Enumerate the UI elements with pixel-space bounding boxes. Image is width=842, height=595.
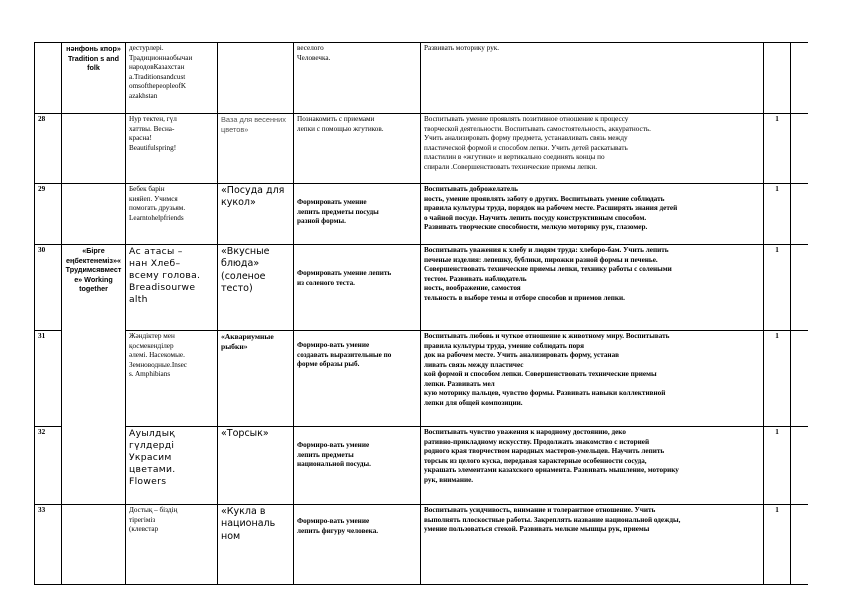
- empty-cell: [791, 505, 809, 585]
- sub-theme: Достық – біздің тірегіміз (клевстар: [126, 505, 218, 585]
- lesson-goals: Воспитывать чувство уважения к народному достоянию, деко ративно-прикладному искусству. Продолжать знакомство с историей родного края творчеством народных мастеров-умельцев. Научить лепить торсык из целого куска, передавая характерные особенности сосуда, украшать элементами казахского орнамента. Развивать мышление, моторику рук, внимание.: [421, 427, 764, 505]
- activity-title: Ваза для весенних цветов»: [218, 114, 294, 184]
- lesson-goals: Воспитывать усидчивость, внимание и толерантное отношение. Учить выполнять плоскостные работы. Закреплять название национальной одежды, умение пользоваться стекой. Развивать мелкие мышцы рук, приемы: [421, 505, 764, 585]
- sub-theme: дестурлері. Традиционнаобычаи народовКазахстан а.Traditionsandcust omsofthepeopleofK azakhstan: [126, 43, 218, 114]
- lesson-task: Познакомить с приемами лепки с помощью жгутиков.: [294, 114, 421, 184]
- sub-theme: Ауылдық гүлдерді Украсим цветами. Flowers: [126, 427, 218, 505]
- lesson-number: 33: [35, 505, 62, 585]
- hours-count: 1: [764, 245, 791, 331]
- hours-count: 1: [764, 114, 791, 184]
- hours-count: 1: [764, 427, 791, 505]
- lesson-goals: Воспитывать умение проявлять позитивное отношение к процессу творческой деятельности. Воспитывать самостоятельность, аккуратность. Учить анализировать форму предмета, устанавливать связь между пластической формой и способом лепки. Учить детей раскатывать пластилин в «жгутики» и вертикально соединять концы по спирали .Совершенствовать технические приемы лепки.: [421, 114, 764, 184]
- lesson-task: веселого Человечка.: [294, 43, 421, 114]
- hours-count: 1: [764, 505, 791, 585]
- empty-cell: [791, 245, 809, 331]
- lesson-number: [35, 43, 62, 114]
- lesson-task: Формиро-вать умение лепить предметы национальной посуды.: [294, 427, 421, 505]
- lesson-number: 30: [35, 245, 62, 331]
- week-theme: [62, 505, 126, 585]
- activity-title: «Кукла в националь ном: [218, 505, 294, 585]
- table-row: [35, 184, 809, 245]
- activity-title: «Вкусные блюда» (соленое тесто): [218, 245, 294, 331]
- lesson-goals: Развивать моторику рук.: [421, 43, 764, 114]
- lesson-number: 28: [35, 114, 62, 184]
- lesson-goals: Воспитывать уважения к хлебу и людям труда: хлеборо-бам. Учить лепить печеные изделия: лепешку, бублики, пирожки разной формы и печенье. Совершенствовать технические приемы лепки, технику работы с солеными тестом. Развивать наблюдатель ность, воображение, самостоя тельность в выборе темы и отборе способов и приемов лепки.: [421, 245, 764, 331]
- table-row: [35, 114, 809, 184]
- empty-cell: [791, 427, 809, 505]
- week-theme: [62, 114, 126, 184]
- lesson-goals: Воспитывать доброжелатель ность, умение проявлять заботу о других. Воспитывать умение соблюдать правила культуры труда, порядок на рабочем месте. Расширять знания детей о чайной посуде. Научить лепить посуду конструктивным способом. Развивать творческие способности, мелкую моторику рук, глазомер.: [421, 184, 764, 245]
- week-theme: нәнфонь кпор» Tradition s and folk: [62, 43, 126, 114]
- lesson-task: Формировать умение лепить предметы посуды разной формы.: [294, 184, 421, 245]
- sub-theme: Бебек барін кияйеп. Учимся помогать друзьям. Learntohelpfriends: [126, 184, 218, 245]
- activity-title: [218, 43, 294, 114]
- table-row: [35, 427, 809, 505]
- week-theme: [62, 184, 126, 245]
- lesson-task: Формиро-вать умение лепить фигуру человека.: [294, 505, 421, 585]
- empty-cell: [791, 331, 809, 427]
- hours-count: [764, 43, 791, 114]
- activity-title: «Торсык»: [218, 427, 294, 505]
- sub-theme: Жәндіктер мен қосмекенділер әлемі. Насекомые. Земноводные.Insec s. Amphibians: [126, 331, 218, 427]
- sub-theme: Нур тектен, гүл хаттвы. Весна- красна! Beautifulspring!: [126, 114, 218, 184]
- lesson-plan-table: [34, 42, 808, 585]
- empty-cell: [791, 114, 809, 184]
- lesson-plan-sheet: [34, 42, 808, 595]
- table-row: [35, 43, 809, 114]
- table-row: [35, 331, 809, 427]
- table-row: [35, 245, 809, 331]
- empty-cell: [791, 184, 809, 245]
- lesson-number: 31: [35, 331, 62, 427]
- activity-title: «Посуда для кукол»: [218, 184, 294, 245]
- activity-title: «Аквариумные рыбки»: [218, 331, 294, 427]
- lesson-number: 29: [35, 184, 62, 245]
- hours-count: 1: [764, 184, 791, 245]
- sub-theme: Ас атасы – нан Хлеб– всему голова. Breadisourwe alth: [126, 245, 218, 331]
- week-theme: «Бірге еңбектенеміз»«Трудимсявместе» Working together: [62, 245, 126, 505]
- hours-count: 1: [764, 331, 791, 427]
- lesson-task: Формировать умение лепить из соленого теста.: [294, 245, 421, 331]
- table-row: [35, 505, 809, 585]
- empty-cell: [791, 43, 809, 114]
- lesson-task: Формиро-вать умение создавать выразительные по форме образы рыб.: [294, 331, 421, 427]
- lesson-goals: Воспитывать любовь и чуткое отношение к животному миру. Воспитывать правила культуры труда, умение соблюдать поря док на рабочем месте. Учить анализировать форму, устанав ливать связь между пластичес кой формой и способом лепки. Совершенствовать технические приемы лепки. Развивать мел кую моторику пальцев, чувство формы. Развивать навыки коллективной лепки для общей композиции.: [421, 331, 764, 427]
- lesson-number: 32: [35, 427, 62, 505]
